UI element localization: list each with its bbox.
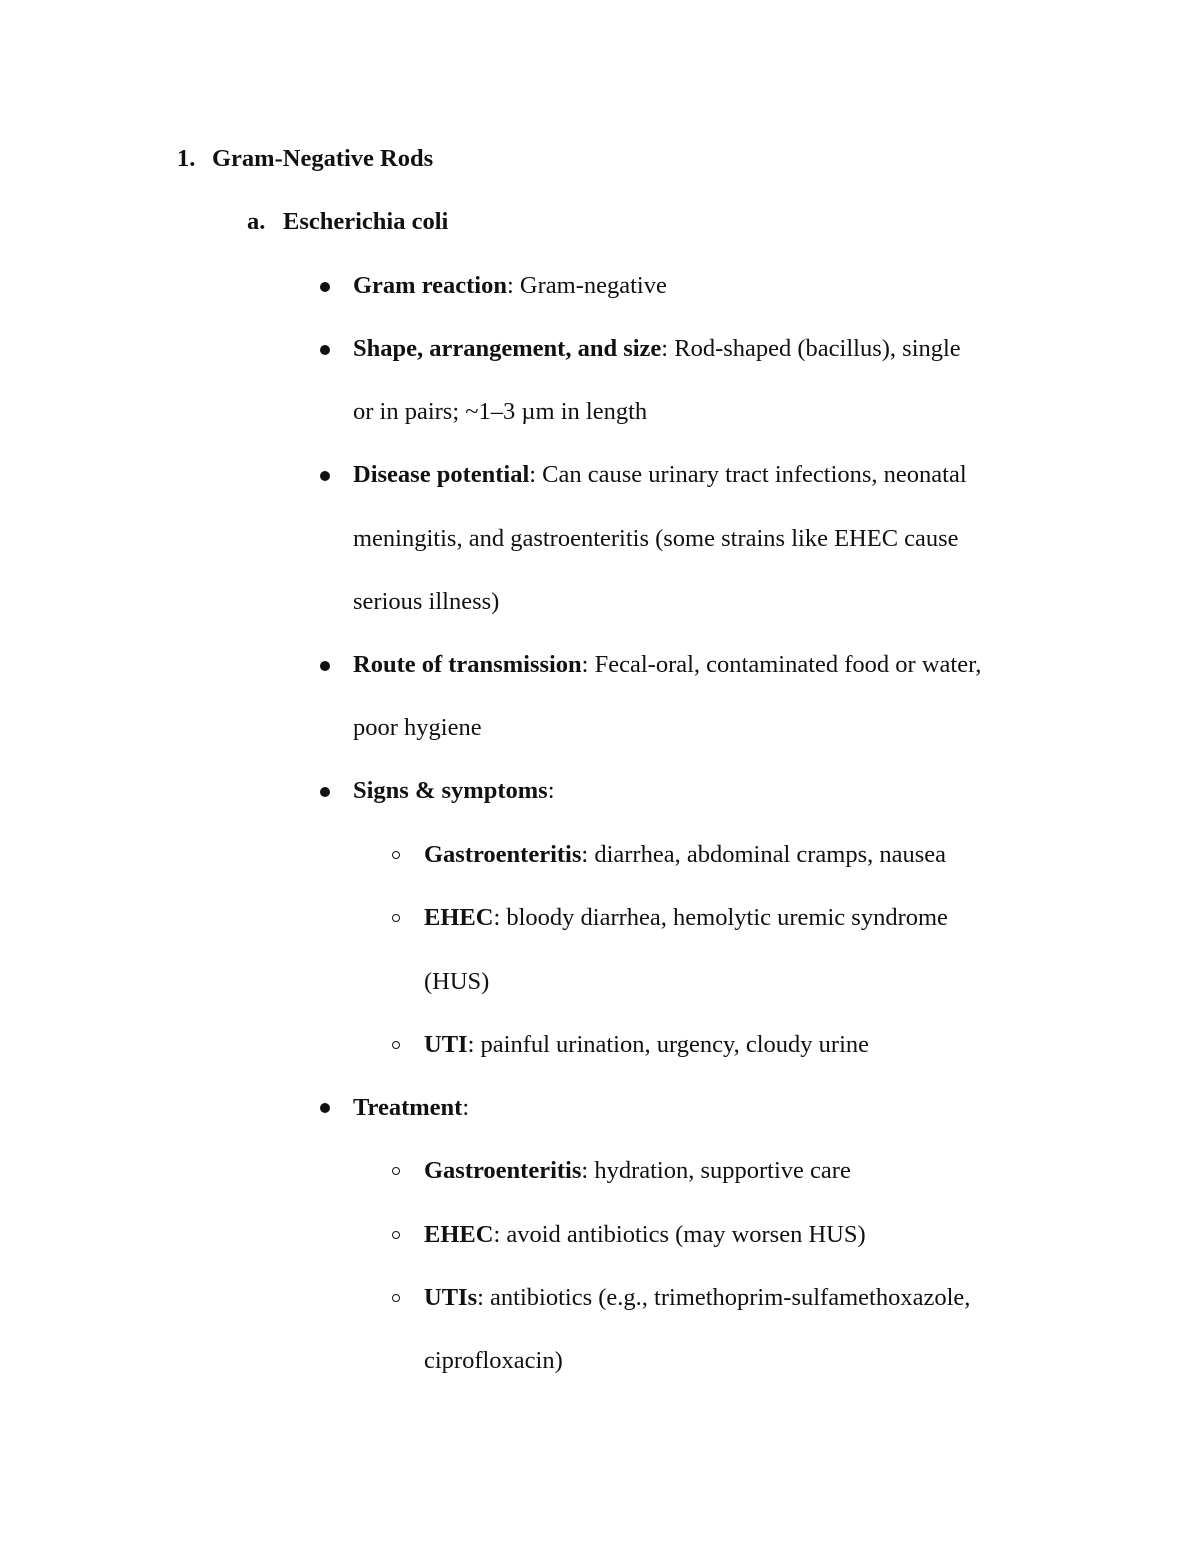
- item-continuation: serious illness): [353, 588, 500, 615]
- hollow-bullet-icon: [392, 851, 400, 859]
- bullet-icon: [320, 282, 330, 292]
- hollow-bullet-icon: [392, 1294, 400, 1302]
- item-text: :: [547, 777, 555, 804]
- sub-list-item: [424, 843, 946, 868]
- sub-item-text: : antibiotics (e.g., trimethoprim-sulfamethoxazole,: [477, 1284, 971, 1311]
- item-label: Signs & symptoms: [353, 777, 548, 804]
- item-text: :: [462, 1094, 470, 1121]
- sub-item-label: Gastroenteritis: [424, 1157, 582, 1184]
- sub-list-item: [424, 1286, 970, 1311]
- item-continuation: poor hygiene: [353, 714, 482, 741]
- sub-item-label: Gastroenteritis: [424, 841, 582, 868]
- bullet-icon: [320, 787, 330, 797]
- subsection-title: Escherichia coli: [283, 208, 449, 235]
- item-text: : Fecal-oral, contaminated food or water,: [581, 651, 982, 678]
- sub-item-continuation: (HUS): [424, 968, 490, 995]
- sub-item-label: EHEC: [424, 904, 494, 931]
- item-continuation: meningitis, and gastroenteritis (some strains like EHEC cause: [353, 525, 959, 552]
- sub-list-item: [424, 906, 948, 931]
- bullet-icon: [320, 345, 330, 355]
- hollow-bullet-icon: [392, 914, 400, 922]
- list-item: [353, 463, 967, 488]
- subsection-letter: a.: [247, 208, 266, 235]
- bullet-icon: [320, 1103, 330, 1113]
- sub-list-item: [424, 1159, 851, 1184]
- sub-item-text: : avoid antibiotics (may worsen HUS): [493, 1221, 866, 1248]
- sub-item-label: UTIs: [424, 1284, 478, 1311]
- hollow-bullet-icon: [392, 1231, 400, 1239]
- section-number: 1.: [177, 145, 196, 172]
- section-title: Gram-Negative Rods: [212, 145, 434, 172]
- item-label: Route of transmission: [353, 651, 582, 678]
- list-item: [353, 653, 981, 678]
- item-continuation: or in pairs; ~1–3 µm in length: [353, 398, 648, 425]
- item-label: Treatment: [353, 1094, 463, 1121]
- sub-list-item: [424, 1223, 866, 1248]
- sub-item-text: : diarrhea, abdominal cramps, nausea: [581, 841, 947, 868]
- item-text: : Rod-shaped (bacillus), single: [661, 335, 961, 362]
- list-item: [353, 1096, 469, 1121]
- bullet-icon: [320, 471, 330, 481]
- sub-list-item: [424, 1033, 869, 1058]
- item-label: Disease potential: [353, 461, 530, 488]
- item-text: : Can cause urinary tract infections, neonatal: [529, 461, 967, 488]
- item-text: : Gram-negative: [507, 272, 667, 299]
- item-label: Shape, arrangement, and size: [353, 335, 662, 362]
- list-item: [353, 337, 961, 362]
- hollow-bullet-icon: [392, 1167, 400, 1175]
- list-item: [353, 274, 667, 299]
- bullet-icon: [320, 661, 330, 671]
- sub-item-label: UTI: [424, 1031, 468, 1058]
- sub-item-label: EHEC: [424, 1221, 494, 1248]
- sub-item-text: : bloody diarrhea, hemolytic uremic syndrome: [493, 904, 948, 931]
- list-item: [353, 779, 555, 804]
- sub-item-text: : hydration, supportive care: [581, 1157, 851, 1184]
- hollow-bullet-icon: [392, 1041, 400, 1049]
- item-label: Gram reaction: [353, 272, 507, 299]
- sub-item-continuation: ciprofloxacin): [424, 1347, 563, 1374]
- sub-item-text: : painful urination, urgency, cloudy urine: [467, 1031, 870, 1058]
